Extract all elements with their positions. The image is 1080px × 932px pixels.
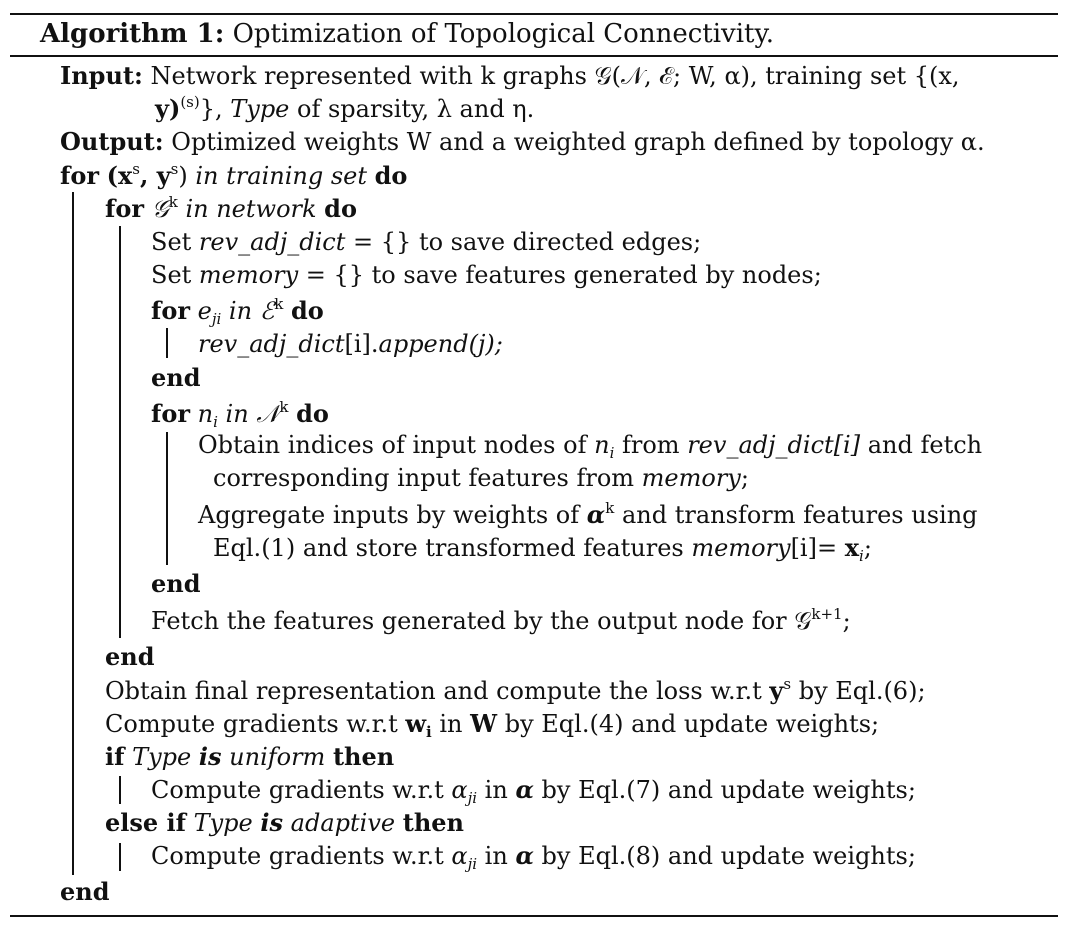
- aggregate-line-1: [198, 499, 978, 531]
- obtain-n-sub: i: [609, 444, 615, 462]
- set2-pre: Set: [151, 261, 199, 289]
- aggregate-line2-b: [i]=: [790, 534, 845, 562]
- output-text: Optimized weights W and a weighted graph defined by topology α.: [171, 128, 985, 156]
- grad-uniform-sub: ji: [467, 789, 478, 807]
- final-rep-line: [105, 675, 926, 707]
- aggregate-b: and transform features using: [614, 501, 978, 529]
- aggregate-alpha-sup: k: [605, 499, 615, 517]
- grad-w-line: [105, 708, 879, 740]
- kw-do: do: [374, 161, 408, 190]
- obtain-c: and fetch: [860, 431, 983, 459]
- aggregate-mem: memory: [691, 534, 791, 562]
- kw-do: do: [290, 296, 324, 325]
- obtain-line2-a: corresponding input features from: [213, 464, 642, 492]
- if-uniform-type: Type: [132, 743, 192, 771]
- grad-adaptive-c: by Eql.(8) and update weights;: [533, 842, 916, 870]
- loop-nodes-bar: [166, 432, 168, 565]
- loop4-var: n: [197, 400, 214, 428]
- grad-adaptive-alpha: α: [451, 842, 468, 870]
- grad-uniform-b: in: [477, 776, 516, 804]
- kw-if: if: [105, 742, 125, 771]
- grad-w-sub: i: [426, 723, 432, 741]
- kw-then: then: [402, 808, 465, 837]
- obtain-n: n: [594, 431, 610, 459]
- input-close: },: [199, 95, 231, 123]
- else-if-adaptive-header: [105, 807, 464, 839]
- final-rep-text: Obtain final representation and compute the loss w.r.t: [105, 677, 770, 705]
- grad-w-c: by Eql.(4) and update weights;: [497, 710, 880, 738]
- aggregate-alpha: α: [586, 500, 606, 529]
- loop1-cond: in training set: [195, 162, 367, 190]
- loop1-x: (x: [106, 161, 133, 190]
- input-line: [60, 60, 960, 92]
- final-rep-end: by Eql.(6);: [791, 677, 926, 705]
- input-label: Input:: [60, 61, 143, 90]
- loop-edges-bar: [166, 328, 168, 358]
- end-network: end: [105, 642, 155, 671]
- loop3-cond: in: [228, 297, 253, 325]
- loop-edges-header: [151, 295, 324, 327]
- output-label: Output:: [60, 127, 164, 156]
- grad-w-a: Compute gradients w.r.t: [105, 710, 406, 738]
- set1-post: = {} to save directed edges;: [345, 228, 702, 256]
- kw-for: for: [60, 161, 99, 190]
- loop1-sup1: s: [132, 160, 140, 178]
- loop4-sup: k: [279, 398, 289, 416]
- algorithm-title: [40, 16, 774, 52]
- if-adaptive-type: Type: [193, 809, 253, 837]
- algorithm-name: Optimization of Topological Connectivity.: [232, 19, 774, 49]
- append-fn: append: [378, 330, 469, 358]
- obtain-dict: rev_adj_dict: [687, 431, 834, 459]
- set1-pre: Set: [151, 228, 199, 256]
- loop-network-bar: [119, 226, 121, 638]
- if-uniform-bar: [119, 776, 121, 804]
- obtain-line2-b: ;: [740, 464, 749, 492]
- input-line-2: [155, 93, 534, 125]
- aggregate-line-2: [213, 532, 872, 564]
- grad-adaptive-b: in: [477, 842, 516, 870]
- loop2-var: 𝒢: [151, 195, 169, 223]
- bottom-rule: [10, 915, 1058, 917]
- set2-var: memory: [198, 261, 299, 289]
- append-line: [198, 328, 503, 360]
- grad-w-w: w: [405, 709, 427, 738]
- loop-training-bar: [72, 192, 74, 875]
- loop3-var: e: [197, 297, 212, 325]
- if-adaptive-val: adaptive: [290, 809, 396, 837]
- set1-var: rev_adj_dict: [198, 228, 346, 256]
- kw-is: is: [198, 742, 222, 771]
- obtain-idx: [i]: [833, 431, 861, 459]
- grad-uniform-line: [151, 774, 916, 806]
- kw-for: for: [151, 296, 190, 325]
- final-rep-sup: s: [783, 675, 792, 693]
- aggregate-x-sub: i: [859, 547, 864, 565]
- loop1-y: , y: [140, 161, 171, 190]
- grad-adaptive-a: Compute gradients w.r.t: [151, 842, 452, 870]
- obtain-line-2: [213, 462, 749, 494]
- if-uniform-header: [105, 741, 394, 773]
- fetch-text: Fetch the features generated by the output node for 𝒢: [151, 607, 812, 635]
- kw-do: do: [324, 194, 357, 223]
- loop1-sup2: s: [170, 160, 179, 178]
- fetch-end: ;: [842, 607, 851, 635]
- grad-uniform-alpha2: α: [515, 775, 534, 804]
- kw-is: is: [260, 808, 284, 837]
- end-training: end: [60, 877, 110, 906]
- aggregate-a: Aggregate inputs by weights of: [198, 501, 587, 529]
- input-type: Type: [230, 95, 290, 123]
- loop4-sub: i: [213, 413, 218, 431]
- fetch-sup: k+1: [811, 605, 843, 623]
- grad-adaptive-sub: ji: [467, 855, 478, 873]
- loop1-close: ): [178, 162, 188, 190]
- end-nodes: end: [151, 569, 201, 598]
- aggregate-line2-a: Eql.(1) and store transformed features: [213, 534, 692, 562]
- final-rep-y: y: [769, 676, 784, 705]
- obtain-mem: memory: [641, 464, 741, 492]
- loop-training-header: [60, 160, 407, 192]
- set2-post: = {} to save features generated by nodes;: [298, 261, 822, 289]
- loop3-set: ℰ: [259, 297, 275, 325]
- loop-network-header: [105, 193, 357, 225]
- append-var: rev_adj_dict: [198, 330, 345, 358]
- loop2-sup: k: [168, 193, 178, 211]
- loop4-set: 𝒩: [256, 400, 280, 428]
- set-memory: [151, 259, 822, 291]
- grad-adaptive-alpha2: α: [515, 841, 534, 870]
- obtain-a: Obtain indices of input nodes of: [198, 431, 595, 459]
- append-arg: (j);: [468, 330, 503, 358]
- kw-for: for: [105, 194, 144, 223]
- kw-do: do: [296, 399, 329, 428]
- append-mid: [i].: [344, 330, 379, 358]
- input-y: y): [155, 94, 181, 123]
- input-text: Network represented with k graphs 𝒢(𝒩, ℰ; W, α), training set {(x,: [150, 62, 960, 90]
- if-adaptive-bar: [119, 843, 121, 871]
- grad-w-b: in: [431, 710, 471, 738]
- grad-w-W: W: [470, 709, 498, 738]
- output-line: [60, 126, 985, 158]
- input-rest: of sparsity, λ and η.: [289, 95, 535, 123]
- loop3-sub: ji: [211, 310, 222, 328]
- if-uniform-val: uniform: [229, 743, 326, 771]
- header-rule: [10, 55, 1058, 57]
- loop-nodes-header: [151, 398, 329, 430]
- grad-uniform-alpha: α: [451, 776, 468, 804]
- kw-then: then: [332, 742, 395, 771]
- obtain-b: from: [614, 431, 688, 459]
- top-rule: [10, 13, 1058, 15]
- aggregate-x: x: [844, 533, 860, 562]
- obtain-line-1: [198, 429, 982, 461]
- end-edges: end: [151, 363, 201, 392]
- set-rev-adj-dict: [151, 226, 701, 258]
- loop4-cond: in: [225, 400, 249, 428]
- grad-uniform-a: Compute gradients w.r.t: [151, 776, 452, 804]
- grad-uniform-c: by Eql.(7) and update weights;: [533, 776, 916, 804]
- loop2-cond: in network: [185, 195, 317, 223]
- fetch-line: [151, 605, 851, 637]
- grad-adaptive-line: [151, 840, 916, 872]
- aggregate-line2-c: ;: [863, 534, 872, 562]
- loop3-sup: k: [274, 295, 284, 313]
- kw-else-if: else if: [105, 808, 186, 837]
- algorithm-label: Algorithm 1:: [40, 19, 225, 49]
- kw-for: for: [151, 399, 190, 428]
- input-sup: (s): [180, 93, 200, 111]
